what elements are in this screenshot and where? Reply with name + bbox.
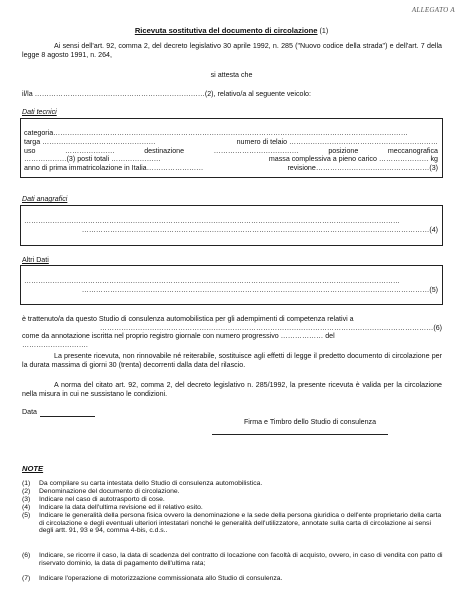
note-text: Indicare l'operazione di motorizzazione commissionata allo Studio di consulenza. <box>39 575 283 582</box>
anagrafici-line-1: …………………………………………………………………………………………………………………………………………… <box>24 217 400 225</box>
note-item <box>22 488 444 496</box>
anagrafici-row-2 <box>24 226 438 235</box>
altri-row-2 <box>24 286 438 295</box>
destinazione-label: destinazione <box>144 146 185 155</box>
il-la-line: il/la ………………………………………………………………(2), relativo/a al seguente veicolo: <box>22 90 311 98</box>
note-item <box>22 496 444 504</box>
data-label: Data <box>22 408 37 416</box>
posti-row <box>24 155 438 164</box>
note-number: (2) <box>22 488 31 495</box>
posizione-label: posizione <box>328 146 359 155</box>
revisione-field: revisione…………………………………………(3) <box>287 164 438 173</box>
note-item <box>22 512 444 535</box>
note-number: (6) <box>22 552 31 559</box>
trattenuto-line-4: ………………………. <box>22 340 88 349</box>
note-number: (4) <box>22 504 31 511</box>
uso-dots: ………………… <box>65 146 115 155</box>
uso-row <box>24 147 438 156</box>
title-text: Ricevuta sostitutiva del documento di circolazione <box>134 26 318 35</box>
note-text: Indicare nel caso di autotrasporto di cose. <box>39 496 165 503</box>
allegato-label: ALLEGATO A <box>411 6 455 14</box>
trattenuto-block <box>22 315 442 349</box>
note-text: Da compilare su carta intestata dello Studio di consulenza automobilistica. <box>39 480 263 487</box>
note-item <box>22 575 444 583</box>
anno-row <box>24 164 438 173</box>
altri-dati-heading: Altri Dati <box>22 256 49 264</box>
note-item <box>22 504 444 512</box>
firma-signature-line <box>212 434 388 435</box>
meccanografica-label: meccanografica <box>387 146 438 155</box>
note-number: (7) <box>22 575 31 582</box>
massa-field: massa complessiva a pieno carico ………………… kg <box>268 155 438 164</box>
note-text: Denominazione del documento di circolazione. <box>39 488 180 495</box>
firma-label: Firma e Timbro dello Studio di consulenza <box>243 418 377 426</box>
anagrafici-line-2: …………………………………………………………………………………………………………………………………(4) <box>81 225 438 234</box>
altri-dati-box <box>20 265 443 305</box>
note-item <box>22 480 444 488</box>
attesta-line: si attesta che <box>210 71 253 79</box>
data-underline <box>40 416 95 417</box>
notes-heading: NOTE <box>22 464 44 473</box>
note-item <box>22 552 444 567</box>
targa-field: targa ………………………………………… <box>24 137 156 146</box>
posti-field: ………………(3) posti totali ………………… <box>24 155 161 164</box>
destinazione-dots: ……………………………… <box>213 146 299 155</box>
altri-line-1: …………………………………………………………………………………………………………………………………………… <box>24 277 400 285</box>
norma-paragraph: A norma del citato art. 92, comma 2, del decreto legislativo n. 285/1992, la presente ricevuta è valida per la circolazione nella misura in cui ne sussistano le condizioni. <box>22 381 442 398</box>
intro-paragraph: Ai sensi dell'art. 92, comma 2, del decreto legislativo 30 aprile 1992, n. 285 ("Nuovo codice della strada") e dell'art. 7 della legge 8 agosto 1991, n. 264, <box>22 42 442 59</box>
telaio-field: numero di telaio ……………………………………………………… <box>236 137 438 146</box>
targa-row <box>24 138 438 147</box>
dati-tecnici-heading: Dati tecnici <box>22 108 57 116</box>
altri-line-2: …………………………………………………………………………………………………………………………………(5) <box>81 285 438 294</box>
trattenuto-line-3: come da annotazione iscritta nel proprio registro giornale con numero progressivo ……………… del <box>22 332 335 341</box>
dati-tecnici-box <box>20 118 443 178</box>
note-number: (5) <box>22 512 31 519</box>
anno-field: anno di prima immatricolazione in Italia…………………… <box>24 164 204 173</box>
note-number: (1) <box>22 480 31 487</box>
trattenuto-line-1: è trattenuto/a da questo Studio di consulenza automobilistica per gli adempimenti di competenza relativi a <box>22 315 354 323</box>
note-text: Indicare la data dell'ultima revisione ed il relativo esito. <box>39 504 203 511</box>
note-number: (3) <box>22 496 31 503</box>
uso-label: uso <box>24 146 36 155</box>
title-note-ref: (1) <box>319 27 329 35</box>
note-text: Indicare le generalità della persona fisica ovvero la denominazione e la sede della persona giuridica o dell'ente proprietario della carta di circolazione e degli eventuali ulteriori intestatari nonché le generalità dell'utilizzatore, annotate sulla carta di circolazione ai sensi degli artt. 91, 93 e 94, comma 4-bis, c.d.s.. <box>39 512 442 535</box>
presente-paragraph: La presente ricevuta, non rinnovabile né reiterabile, sostituisce agli effetti di legge il predetto documento di circolazione per la durata massima di giorni 30 (trenta) decorrenti dalla data del rilascio. <box>22 352 442 369</box>
document-title <box>0 27 463 36</box>
note-text: Indicare, se ricorre il caso, la data di scadenza del contratto di locazione con facoltà di acquisto, ovvero, in caso di vendita con patto di riservato dominio, la data di pagamento dell'ultima rata; <box>39 552 443 567</box>
trattenuto-line-2: ……………………………………………………………………………………………………………………………(6) <box>99 323 442 332</box>
dati-anagrafici-heading: Dati anagrafici <box>22 195 68 203</box>
categoria-field: categoria…………………………………………………………………………………………………………………………………… <box>24 129 408 137</box>
dati-anagrafici-box <box>20 205 443 246</box>
